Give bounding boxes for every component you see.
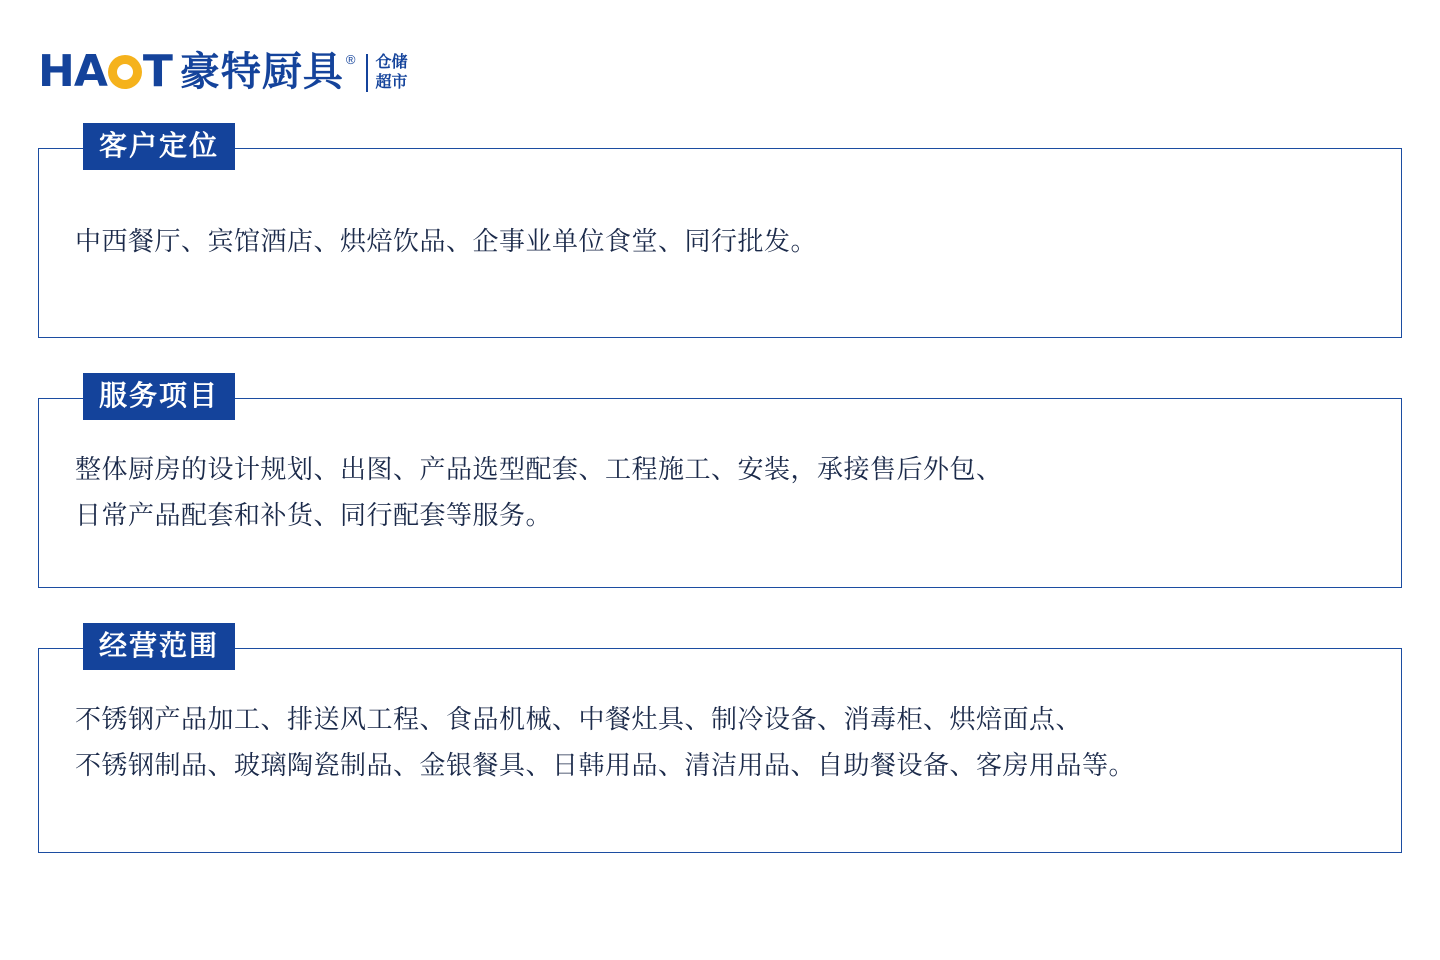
- section-title: 客户定位: [83, 123, 235, 170]
- brand-subtitle: [376, 53, 408, 93]
- brand-latin-wordmark: [38, 46, 172, 97]
- brand-latin-part2: T: [142, 46, 172, 97]
- section-title: 经营范围: [83, 623, 235, 670]
- registered-trademark-icon: ®: [345, 52, 356, 67]
- brand-logo: [38, 44, 408, 100]
- section-body: [39, 149, 1401, 299]
- section-text-line: 中西餐厅、宾馆酒店、烘焙饮品、企事业单位食堂、同行批发。: [75, 226, 818, 256]
- section-service-items: [38, 380, 1402, 588]
- brand-subtitle-line2: 超市: [375, 73, 408, 91]
- section-text-line: 整体厨房的设计规划、出图、产品选型配套、工程施工、安装，承接售后外包、: [75, 454, 1003, 484]
- brand-subtitle-line1: 仓储: [375, 53, 408, 71]
- section-business-scope: [38, 630, 1402, 853]
- brand-chinese-wordmark: [180, 52, 356, 92]
- brand-letter-o-icon: [108, 55, 142, 89]
- brand-chinese-name: 豪特厨具: [179, 50, 344, 94]
- brand-latin-part1: HA: [38, 46, 107, 97]
- section-body: [39, 649, 1401, 822]
- section-customer-positioning: [38, 130, 1402, 338]
- section-body: [39, 399, 1401, 572]
- section-text-line: 日常产品配套和补货、同行配套等服务。: [75, 499, 553, 530]
- section-text-line: 不锈钢制品、玻璃陶瓷制品、金银餐具、日韩用品、清洁用品、自助餐设备、客房用品等。: [75, 749, 1136, 780]
- brand-divider: [366, 54, 368, 92]
- section-text-line: 不锈钢产品加工、排送风工程、食品机械、中餐灶具、制冷设备、消毒柜、烘焙面点、: [75, 704, 1083, 734]
- section-title: 服务项目: [83, 373, 235, 420]
